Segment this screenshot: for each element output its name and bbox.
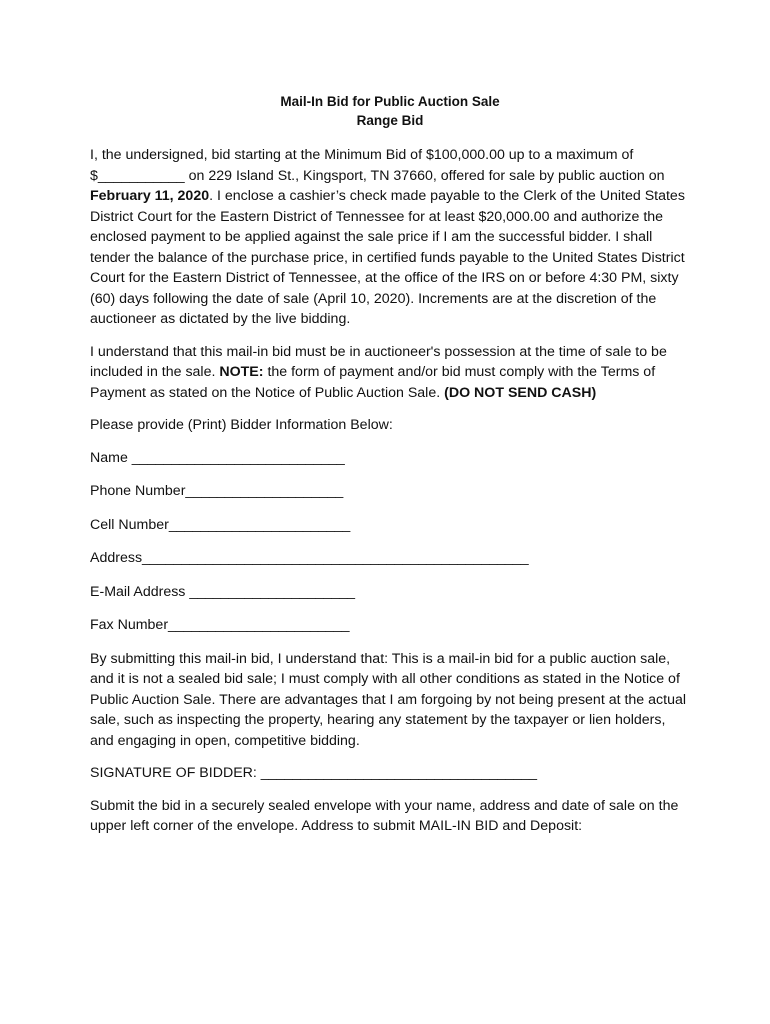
title-block: [90, 92, 690, 130]
cell-field[interactable]: Cell Number_______________________: [90, 516, 351, 533]
note-label: NOTE:: [219, 364, 264, 380]
possession-paragraph: [90, 342, 690, 404]
sale-date: February 11, 2020: [90, 188, 210, 204]
address-field[interactable]: Address_________________________________________________: [90, 550, 529, 566]
document-subtitle: Range Bid: [356, 113, 424, 128]
name-field[interactable]: Name ___________________________: [90, 449, 345, 466]
submission-instructions: Submit the bid in a securely sealed envelope with your name, address and date of sale on the upper left corner of the envelope. Address to submit MAIL-IN BID and Deposit:: [90, 797, 679, 834]
bid-terms-text-2: . I enclose a cashier’s check made payable to the Clerk of the United States District Court for the Eastern District of Tennessee for at least $20,000.00 and authorize the enclosed payment to be applied against the sale price if I am the successful bidder. I shall tender the balance of the purchase price, in certified funds payable to the United States District Court for the Eastern District of Tennessee, at the office of the IRS on or before 4:30 PM, sixty (60) days following the date of sale (April 10, 2020). Increments are at the discretion of the auctioneer as dictated by the live bidding.: [90, 188, 685, 327]
no-cash-warning: (DO NOT SEND CASH): [444, 384, 597, 401]
fax-field[interactable]: Fax Number_______________________: [90, 617, 350, 633]
email-field[interactable]: E-Mail Address _____________________: [90, 583, 356, 600]
bid-terms-text-1: I, the undersigned, bid starting at the Minimum Bid of $100,000.00 up to a maximum of $___________ on 229 Island St., Kingsport, TN 37660, offered for sale by public auction on: [90, 147, 665, 184]
signature-field[interactable]: SIGNATURE OF BIDDER: ___________________________________: [90, 765, 537, 781]
possession-text-1: I understand that this mail-in bid must be in auctioneer's possession at the time of sale to be included in the sale.: [90, 343, 667, 380]
phone-field[interactable]: Phone Number____________________: [90, 483, 344, 499]
acknowledgement-paragraph: By submitting this mail-in bid, I understand that: This is a mail-in bid for a public auction sale, and it is not a sealed bid sale; I must comply with all other conditions as stated in the Notice of Public Auction Sale. There are advantages that I am forgoing by not being present at the actual sale, such as inspecting the property, hearing any statement by the taxpayer or lien holders, and engaging in open, competitive bidding.: [90, 650, 686, 749]
possession-text-2: the form of payment and/or bid must comply with the Terms of Payment as stated on the Notice of Public Auction Sale.: [90, 364, 656, 401]
bid-terms-paragraph: [90, 145, 690, 330]
document-title: Mail-In Bid for Public Auction Sale: [280, 94, 500, 109]
bidder-info-prompt: Please provide (Print) Bidder Information Below:: [90, 417, 393, 433]
document-page: [90, 92, 690, 849]
